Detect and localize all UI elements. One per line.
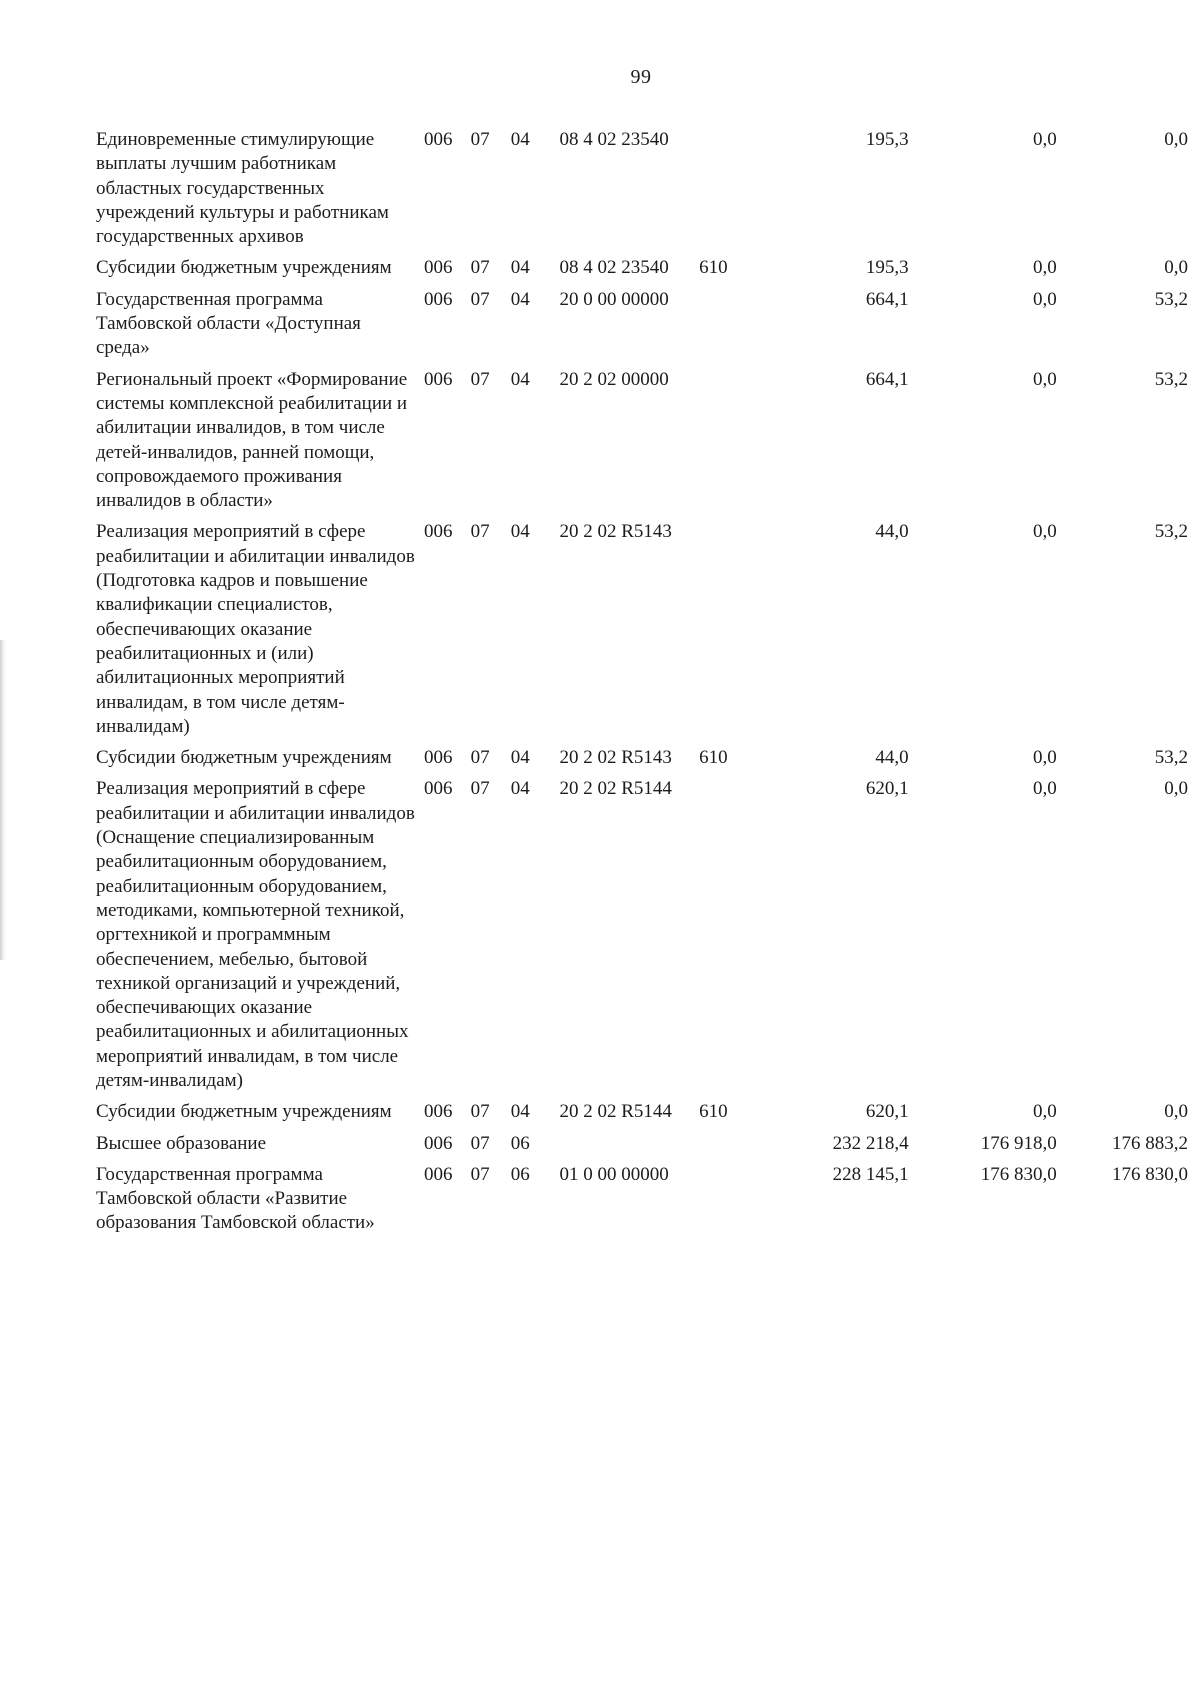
amount-year-1: 664,1 [865, 288, 909, 310]
section-code: 07 [470, 368, 490, 390]
subsection-code: 06 [510, 1132, 530, 1154]
target-article-code: 20 2 02 00000 [559, 368, 669, 390]
amount-year-2: 176 830,0 [980, 1163, 1057, 1185]
amount-year-3: 0,0 [1164, 129, 1188, 150]
page-number: 99 [630, 66, 652, 88]
budget-table [96, 128, 1188, 1243]
expense-type-code [699, 288, 758, 368]
amount-year-3: 53,2 [1154, 288, 1188, 310]
amount-year-2: 0,0 [1032, 521, 1057, 543]
target-article-code [559, 1132, 699, 1163]
amount-year-3: 53,2 [1154, 368, 1188, 390]
amount-year-3: 176 830,0 [1112, 1163, 1188, 1185]
table-row [96, 520, 1188, 746]
amount-year-1: 620,1 [865, 778, 909, 800]
amount-year-3: 0,0 [1164, 778, 1188, 800]
row-name: Региональный проект «Формирование системы комплексной реабилитации и абилитации инвалидов, в том числе детей-инвалидов, ранней помощи, сопровождаемого проживания инвалидов в области» [96, 368, 408, 512]
ministry-code: 006 [424, 747, 453, 769]
subsection-code: 04 [510, 257, 530, 279]
table-row [96, 368, 1188, 521]
amount-year-2: 0,0 [1032, 368, 1057, 390]
section-code: 07 [470, 521, 490, 543]
ministry-code: 006 [424, 368, 453, 390]
row-name: Субсидии бюджетным учреждениям [96, 747, 392, 769]
amount-year-1: 195,3 [865, 257, 909, 279]
row-name: Субсидии бюджетным учреждениям [96, 1101, 392, 1123]
target-article-code: 20 2 02 R5144 [559, 1101, 672, 1123]
row-name: Реализация мероприятий в сфере реабилитации и абилитации инвалидов (Подготовка кадров и повышение квалификации специалистов, обеспечивающих оказание реабилитационных и (или) абилитационных мероприятий инвалидам, в том числе детям-инвалидам) [96, 521, 415, 737]
table-body [96, 128, 1188, 1243]
expense-type-code [699, 520, 758, 746]
section-code: 07 [470, 288, 490, 310]
subsection-code: 04 [510, 129, 530, 150]
table-row [96, 1100, 1188, 1131]
expense-type-code: 610 [699, 1101, 728, 1123]
amount-year-2: 0,0 [1032, 129, 1057, 150]
amount-year-2: 0,0 [1032, 747, 1057, 769]
subsection-code: 04 [510, 1101, 530, 1123]
target-article-code: 20 2 02 R5143 [559, 521, 672, 543]
row-name: Субсидии бюджетным учреждениям [96, 257, 392, 279]
expense-type-code [699, 1132, 758, 1163]
section-code: 07 [470, 1163, 490, 1185]
expense-type-code: 610 [699, 257, 728, 279]
scan-edge-shadow [0, 640, 6, 960]
ministry-code: 006 [424, 288, 453, 310]
subsection-code: 04 [510, 521, 530, 543]
subsection-code: 04 [510, 368, 530, 390]
amount-year-1: 228 145,1 [832, 1163, 909, 1185]
target-article-code: 20 0 00 00000 [559, 288, 669, 310]
ministry-code: 006 [424, 1163, 453, 1185]
expense-type-code [699, 1163, 758, 1243]
section-code: 07 [470, 129, 490, 150]
ministry-code: 006 [424, 1101, 453, 1123]
amount-year-1: 232 218,4 [832, 1132, 909, 1154]
subsection-code: 04 [510, 747, 530, 769]
subsection-code: 06 [510, 1163, 530, 1185]
table-row [96, 256, 1188, 287]
target-article-code: 20 2 02 R5144 [559, 778, 672, 800]
table-row [96, 288, 1188, 368]
subsection-code: 04 [510, 778, 530, 800]
section-code: 07 [470, 1132, 490, 1154]
section-code: 07 [470, 778, 490, 800]
amount-year-2: 0,0 [1032, 778, 1057, 800]
table-row [96, 1163, 1188, 1243]
expense-type-code [699, 777, 758, 1100]
row-name: Реализация мероприятий в сфере реабилитации и абилитации инвалидов (Оснащение специализированным реабилитационным оборудованием, реабилитационным оборудованием, методиками, компьютерной техникой, оргтехникой и программным обеспечением, мебелью, бытовой техникой организаций и учреждений, обеспечивающих оказание реабилитационных и абилитационных мероприятий инвалидам, в том числе детям-инвалидам) [96, 778, 415, 1091]
ministry-code: 006 [424, 521, 453, 543]
amount-year-3: 0,0 [1164, 1101, 1188, 1123]
amount-year-3: 53,2 [1154, 747, 1188, 769]
ministry-code: 006 [424, 129, 453, 150]
target-article-code: 01 0 00 00000 [559, 1163, 669, 1185]
section-code: 07 [470, 257, 490, 279]
target-article-code: 08 4 02 23540 [559, 129, 669, 150]
ministry-code: 006 [424, 778, 453, 800]
row-name: Государственная программа Тамбовской области «Доступная среда» [96, 288, 361, 359]
row-name: Единовременные стимулирующие выплаты лучшим работникам областных государственных учреждений культуры и работникам государственных архивов [96, 129, 389, 248]
amount-year-3: 53,2 [1154, 521, 1188, 543]
amount-year-1: 44,0 [875, 521, 909, 543]
amount-year-3: 176 883,2 [1112, 1132, 1188, 1154]
amount-year-2: 0,0 [1032, 1101, 1057, 1123]
table-row [96, 1132, 1188, 1163]
row-name: Государственная программа Тамбовской области «Развитие образования Тамбовской области» [96, 1163, 375, 1234]
row-name: Высшее образование [96, 1132, 267, 1154]
amount-year-1: 44,0 [875, 747, 909, 769]
section-code: 07 [470, 1101, 490, 1123]
table-row [96, 128, 1188, 256]
target-article-code: 08 4 02 23540 [559, 257, 669, 279]
amount-year-3: 0,0 [1164, 257, 1188, 279]
amount-year-2: 0,0 [1032, 257, 1057, 279]
target-article-code: 20 2 02 R5143 [559, 747, 672, 769]
section-code: 07 [470, 747, 490, 769]
amount-year-1: 620,1 [865, 1101, 909, 1123]
subsection-code: 04 [510, 288, 530, 310]
amount-year-2: 0,0 [1032, 288, 1057, 310]
expense-type-code [699, 368, 758, 521]
expense-type-code [699, 128, 758, 256]
ministry-code: 006 [424, 257, 453, 279]
amount-year-2: 176 918,0 [980, 1132, 1057, 1154]
amount-year-1: 664,1 [865, 368, 909, 390]
table-row [96, 777, 1188, 1100]
ministry-code: 006 [424, 1132, 453, 1154]
expense-type-code: 610 [699, 747, 728, 769]
table-row [96, 746, 1188, 777]
amount-year-1: 195,3 [865, 129, 909, 150]
